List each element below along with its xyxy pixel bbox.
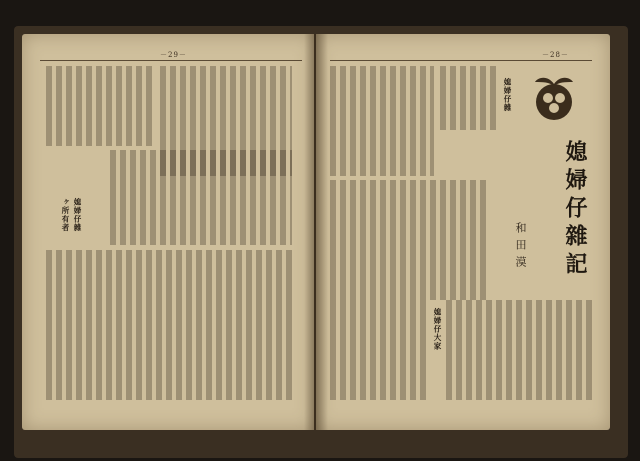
- right-header-rule: [330, 60, 592, 61]
- left-text-block-bottom: [46, 250, 292, 400]
- left-header-rule: [40, 60, 302, 61]
- right-section-heading: 媳婦仔大家: [433, 308, 442, 351]
- left-text-block-middle: [110, 150, 292, 245]
- right-text-block-middle: [330, 180, 490, 300]
- right-inset-heading: 媳婦仔雜: [503, 78, 512, 112]
- article-title: 媳婦仔雜記: [562, 140, 588, 280]
- book-gutter: [304, 34, 328, 430]
- right-text-block-top: [330, 66, 434, 176]
- right-text-block-bottom-b: [446, 300, 592, 400]
- decorative-emblem-icon: [525, 68, 583, 126]
- left-text-block-top-a: [46, 66, 156, 146]
- right-page-number: －28－: [542, 51, 569, 59]
- article-author: 和田漠: [514, 222, 527, 273]
- right-inset-text: [440, 66, 498, 130]
- left-sidebar-heading-1: 媳婦仔雜: [73, 198, 82, 232]
- left-page-number: －29－: [160, 51, 187, 59]
- right-text-block-bottom-a: [330, 300, 430, 400]
- left-sidebar-heading-2: ヶ所有者: [61, 198, 70, 232]
